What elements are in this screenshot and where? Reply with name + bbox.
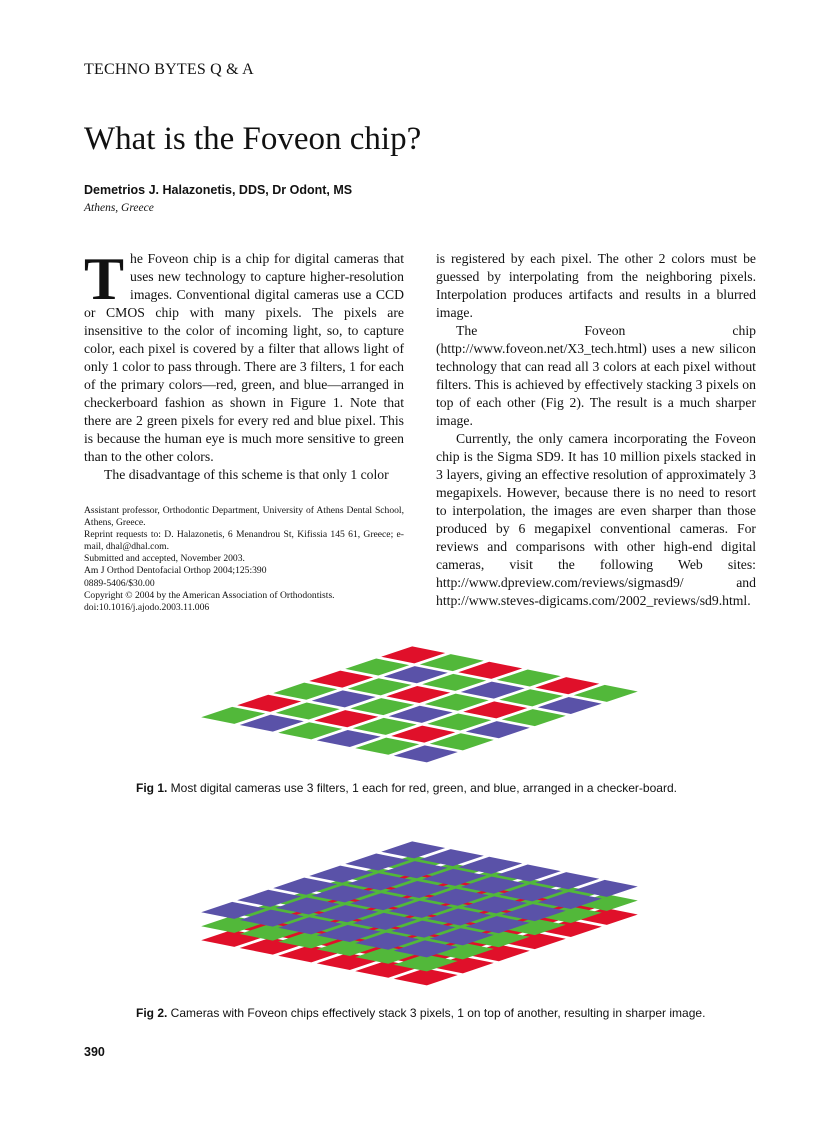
footnote: Reprint requests to: D. Halazonetis, 6 Menandrou St, Kifissia 145 61, Greece; e-mail, dhal@dhal.com. (84, 529, 404, 553)
figure-label: Fig 1. (136, 781, 168, 795)
figure-1-bayer-filter (201, 646, 638, 762)
body-paragraph: is registered by each pixel. The other 2 colors must be guessed by interpolating from the neighboring pixels. Interpolation produces artifacts and results in a blurred image. (436, 251, 756, 320)
body-paragraph: The Foveon chip is a chip for digital cameras that uses new technology to capture higher-resolution images. Conventional digital cameras use a CCD or CMOS chip with many pixels. The pixels are insensitive to the color of incoming light, so, to capture color, each pixel is covered by a filter that allows light of only 1 color to pass through. There are 3 filters, 1 for each of the primary colors—red, green, and blue—arranged in checkerboard fashion as shown in Figure 1. Note that there are 2 green pixels for every red and blue pixel. This is because the human eye is much more sensitive to green than to the other colors. (84, 246, 404, 464)
author-affiliation: Athens, Greece (84, 202, 154, 214)
figure-2-caption: Fig 2. Cameras with Foveon chips effectively stack 3 pixels, 1 on top of another, resulting in sharper image. (136, 1006, 706, 1020)
footnote: Submitted and accepted, November 2003. (84, 553, 245, 565)
page-number: 390 (84, 1045, 105, 1059)
body-paragraph: The disadvantage of this scheme is that only 1 color (104, 467, 389, 482)
footnote: Am J Orthod Dentofacial Orthop 2004;125:390 (84, 565, 267, 577)
figure-2-foveon-stack (201, 841, 638, 985)
footnote: 0889-5406/$30.00 (84, 577, 155, 589)
drop-cap: T (84, 246, 125, 312)
section-header: TECHNO BYTES Q & A (84, 61, 254, 78)
author-name: Demetrios J. Halazonetis, DDS, Dr Odont, MS (84, 183, 353, 197)
body-paragraph: The Foveon chip (http://www.foveon.net/X3_tech.html) uses a new silicon technology that can read all 3 colors at each pixel without filters. This is achieved by effectively stacking 3 pixels on top of each other (Fig 2). The result is a much sharper image. (436, 323, 756, 428)
article-title: What is the Foveon chip? (84, 121, 422, 157)
footnote: Copyright © 2004 by the American Association of Orthodontists. (84, 589, 335, 601)
body-paragraph: Currently, the only camera incorporating the Foveon chip is the Sigma SD9. It has 10 million pixels stacked in 3 layers, giving an effective resolution of approximately 3 megapixels. However, because there is no need to resort to interpolation, the images are even sharper than those produced by 6 megapixel conventional cameras. For reviews and comparisons with other high-end digital cameras, visit the following Web sites: http://www.dpreview.com/reviews/sigmasd9/ and http://www.steves-digicams.com/2002_reviews/sd9.html. (436, 431, 756, 608)
figure-label: Fig 2. (136, 1006, 168, 1020)
footnote: doi:10.1016/j.ajodo.2003.11.006 (84, 601, 210, 613)
footnote: Assistant professor, Orthodontic Department, University of Athens Dental School, Athens, Greece. (84, 505, 404, 529)
figure-1-caption: Fig 1. Most digital cameras use 3 filters, 1 each for red, green, and blue, arranged in a checker-board. (136, 781, 677, 795)
